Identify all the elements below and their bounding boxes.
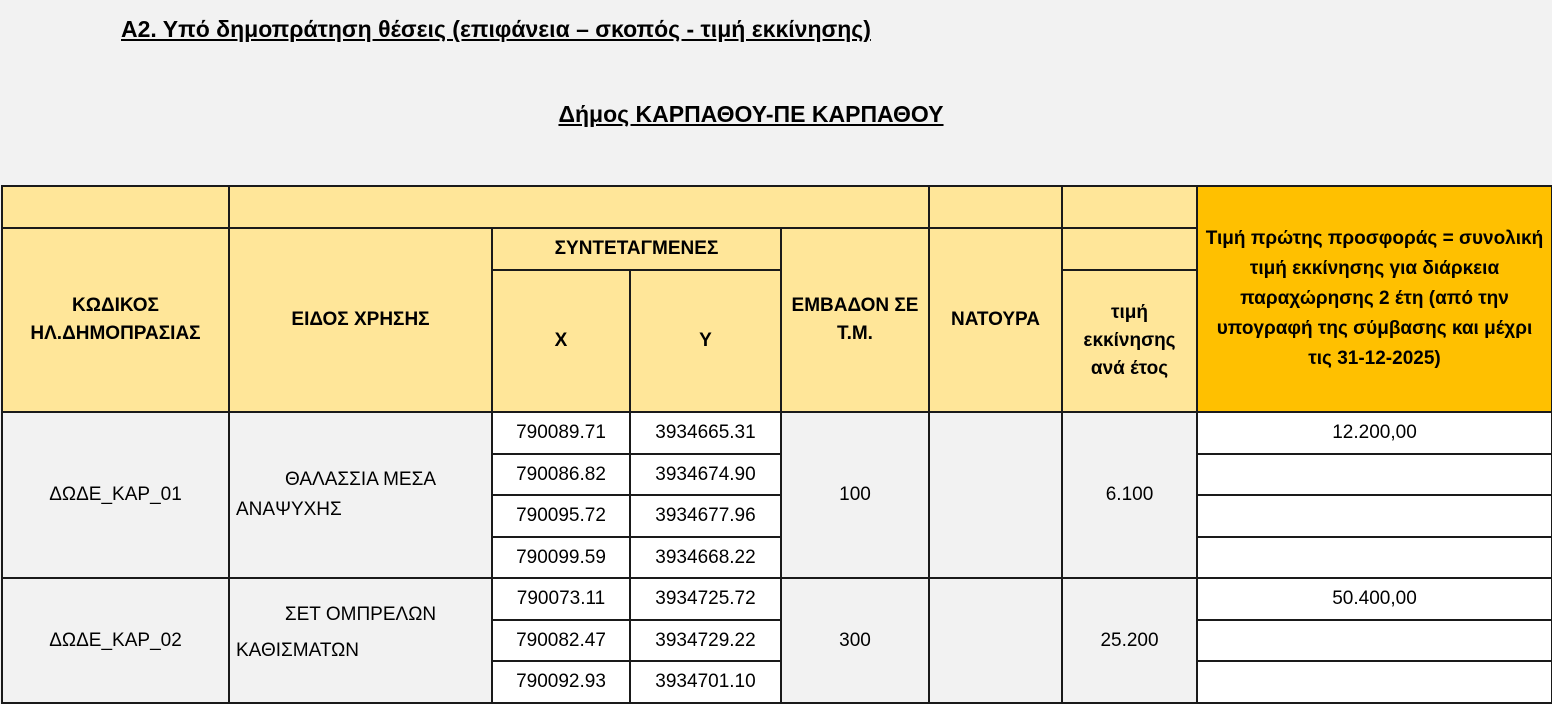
header-x: X	[492, 270, 630, 412]
header-y: Y	[630, 270, 781, 412]
coord-x-cell: 790092.93	[492, 661, 630, 703]
first-offer-cell: 12.200,00	[1197, 412, 1552, 454]
coord-x-cell: 790099.59	[492, 537, 630, 578]
header-blank-cell	[1062, 228, 1197, 270]
header-blank-cell	[1062, 186, 1197, 228]
header-blank-cell	[929, 186, 1062, 228]
header-nature: ΝΑΤΟΥΡΑ	[929, 228, 1062, 412]
first-offer-empty-cell	[1197, 620, 1552, 661]
header-coordinates: ΣΥΝΤΕΤΑΓΜΕΝΕΣ	[492, 228, 781, 270]
first-offer-empty-cell	[1197, 454, 1552, 495]
coord-y-cell: 3934674.90	[630, 454, 781, 495]
area-cell: 100	[781, 412, 929, 578]
municipality-title: Δήμος ΚΑΡΠΑΘΟΥ-ΠΕ ΚΑΡΠΑΘΟΥ	[558, 101, 944, 127]
header-area: ΕΜΒΑΔΟΝ ΣΕ Τ.Μ.	[781, 228, 929, 412]
section-title: Α2. Υπό δημοπράτηση θέσεις (επιφάνεια – σκοπός - τιμή εκκίνησης)	[121, 16, 871, 42]
coord-y-cell: 3934725.72	[630, 578, 781, 620]
first-offer-empty-cell	[1197, 661, 1552, 703]
area-cell: 300	[781, 578, 929, 703]
coord-y-cell: 3934665.31	[630, 412, 781, 454]
use-type-cell: ΣΕΤ ΟΜΠΡΕΛΩΝ ΚΑΘΙΣΜΑΤΩΝ	[229, 578, 492, 703]
coord-y-cell: 3934677.96	[630, 495, 781, 537]
table-row	[2, 412, 1552, 454]
coord-x-cell: 790073.11	[492, 578, 630, 620]
nature-cell	[929, 578, 1062, 703]
table-row	[2, 578, 1552, 620]
code-cell: ΔΩΔΕ_ΚΑΡ_02	[2, 578, 229, 703]
coord-y-cell: 3934701.10	[630, 661, 781, 703]
code-cell: ΔΩΔΕ_ΚΑΡ_01	[2, 412, 229, 578]
coord-x-cell: 790086.82	[492, 454, 630, 495]
auction-table	[1, 185, 1552, 704]
first-offer-empty-cell	[1197, 537, 1552, 578]
header-blank-cell	[2, 186, 229, 228]
annual-price-cell: 25.200	[1062, 578, 1197, 703]
header-annual-price: τιμή εκκίνησης ανά έτος	[1062, 270, 1197, 412]
coord-y-cell: 3934729.22	[630, 620, 781, 661]
annual-price-cell: 6.100	[1062, 412, 1197, 578]
first-offer-cell: 50.400,00	[1197, 578, 1552, 620]
coord-x-cell: 790095.72	[492, 495, 630, 537]
header-code: ΚΩΔΙΚΟΣ ΗΛ.ΔΗΜΟΠΡΑΣΙΑΣ	[2, 228, 229, 412]
header-first-offer: Τιμή πρώτης προσφοράς = συνολική τιμή εκκίνησης για διάρκεια παραχώρησης 2 έτη (από την υπογραφή της σύμβασης και μέχρι τις 31-12-2025)	[1197, 186, 1552, 412]
use-type-cell: ΘΑΛΑΣΣΙΑ ΜΕΣΑ ΑΝΑΨΥΧΗΣ	[229, 412, 492, 578]
coord-x-cell: 790089.71	[492, 412, 630, 454]
header-row-blank	[2, 186, 1552, 228]
coord-y-cell: 3934668.22	[630, 537, 781, 578]
header-blank-cell	[229, 186, 929, 228]
first-offer-empty-cell	[1197, 495, 1552, 537]
coord-x-cell: 790082.47	[492, 620, 630, 661]
header-use-type: ΕΙΔΟΣ ΧΡΗΣΗΣ	[229, 228, 492, 412]
nature-cell	[929, 412, 1062, 578]
